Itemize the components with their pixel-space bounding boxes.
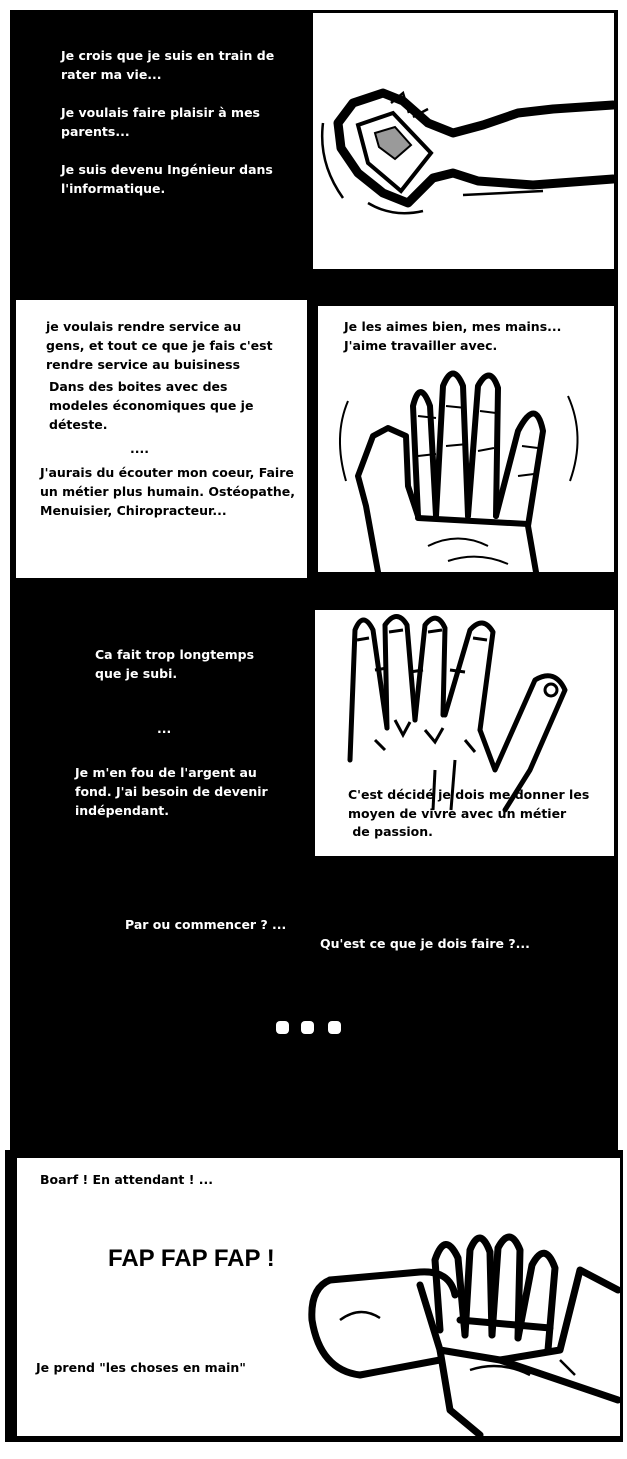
- panel2-line-9: un métier plus humain. Ostéopathe,: [40, 484, 295, 499]
- panel7-intro: Boarf ! En attendant ! ...: [40, 1172, 214, 1187]
- panel3-line-1: Je les aimes bien, mes mains...: [344, 319, 562, 334]
- ellipsis-dot-3: [328, 1021, 341, 1034]
- open-hand-palm-drawing: [318, 306, 614, 572]
- panel2-line-10: Menuisier, Chiropracteur...: [40, 503, 227, 518]
- ellipsis-dot-2: [301, 1021, 314, 1034]
- panel6-question-1: Par ou commencer ? ...: [125, 917, 287, 932]
- panel1-line-1: Je crois que je suis en train de: [61, 48, 275, 63]
- panel4-line-4: Je m'en fou de l'argent au: [75, 765, 257, 780]
- panel2-line-2: gens, et tout ce que je fais c'est: [46, 338, 273, 353]
- panel4-line-2: que je subi.: [95, 666, 178, 681]
- row4-black-bg: [10, 866, 618, 1150]
- panel4-line-6: indépendant.: [75, 803, 169, 818]
- panel1-line-6: l'informatique.: [61, 181, 166, 196]
- panel7-shout: FAP FAP FAP !: [108, 1245, 275, 1272]
- panel6-question-2: Qu'est ce que je dois faire ?...: [320, 936, 530, 951]
- panel3-line-2: J'aime travailler avec.: [344, 338, 498, 353]
- panel1-line-2: rater ma vie...: [61, 67, 162, 82]
- panel7-outro: Je prend "les choses en main": [36, 1360, 246, 1375]
- panel5-line-1: C'est décidé je dois me donner les: [348, 787, 590, 802]
- panel4-line-1: Ca fait trop longtemps: [95, 647, 255, 662]
- panel2-ellipsis: ....: [130, 441, 149, 456]
- panel2-line-4: Dans des boites avec des: [49, 379, 228, 394]
- panel1-line-5: Je suis devenu Ingénieur dans: [61, 162, 273, 177]
- panel2-line-5: modeles économiques que je: [49, 398, 254, 413]
- panel1-line-3: Je voulais faire plaisir à mes: [61, 105, 260, 120]
- hand-gripping-drawing: [300, 1210, 620, 1436]
- ellipsis-dot-1: [276, 1021, 289, 1034]
- panel2-line-3: rendre service au buisiness: [46, 357, 241, 372]
- panel5-line-2: moyen de vivre avec un métier: [348, 806, 567, 821]
- panel4-line-5: fond. J'ai besoin de devenir: [75, 784, 268, 799]
- panel2-line-6: déteste.: [49, 417, 108, 432]
- panel5-line-3: de passion.: [348, 824, 433, 839]
- panel2-line-8: J'aurais du écouter mon coeur, Faire: [40, 465, 294, 480]
- panel1-line-4: parents...: [61, 124, 130, 139]
- panel4-ellipsis: ...: [157, 721, 172, 736]
- phone-in-hand-drawing: [313, 13, 614, 269]
- panel2-line-1: je voulais rendre service au: [46, 319, 242, 334]
